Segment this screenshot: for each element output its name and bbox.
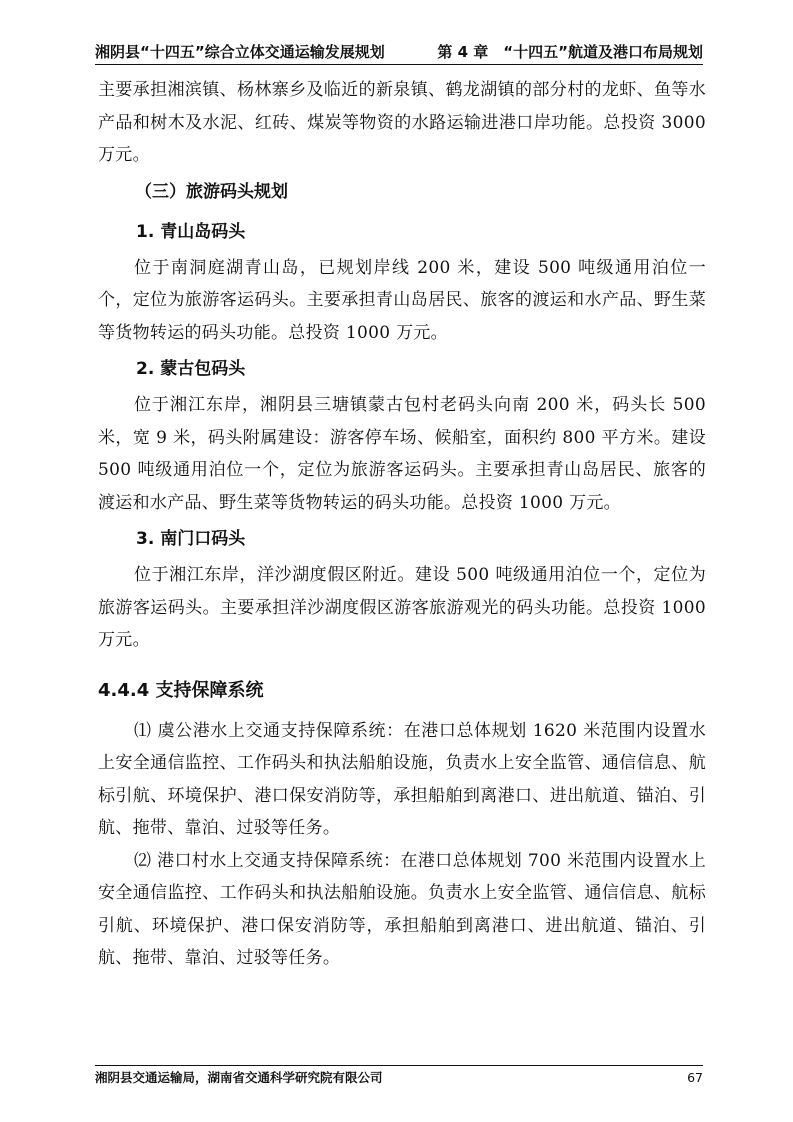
header-chapter-title: 第 4 章 “十四五”航道及港口布局规划 (437, 43, 703, 61)
footer-organizations: 湘阴县交通运输局，湖南省交通科学研究院有限公司 (95, 1070, 383, 1085)
tourism-wharf-heading: （三）旅游码头规划 (135, 181, 288, 202)
header-document-title: 湘阴县“十四五”综合立体交通运输发展规划 (95, 43, 385, 61)
page-number: 67 (687, 1070, 703, 1085)
menggubao-heading: 2. 蒙古包码头 (136, 359, 246, 379)
page-footer (95, 1065, 703, 1086)
menggubao-paragraph: 位于湘江东岸，湘阴县三塘镇蒙古包村老码头向南 200 米，码头长 500 米，宽 9 米，码头附属建设：游客停车场、候船室，面积约 800 平方米。建设 500 吨级通用泊位一个，定位为旅游客运码头。主要承担青山岛居民、旅客的渡运和水产品、野生菜等货物转运的码头功能。总投资 1000 万元。 (98, 395, 706, 513)
page-body (98, 74, 706, 975)
nanmenkou-heading: 3. 南门口码头 (136, 529, 246, 549)
intro-paragraph: 主要承担湘滨镇、杨林寨乡及临近的新泉镇、鹤龙湖镇的部分村的龙虾、鱼等水产品和树木及水泥、红砖、煤炭等物资的水路运输进港口岸功能。总投资 3000 万元。 (98, 80, 706, 165)
page-header (95, 40, 703, 65)
support-item-2: ⑵ 港口村水上交通支持保障系统：在港口总体规划 700 米范围内设置水上安全通信监控、工作码头和执法船舶设施。负责水上安全监管、通信信息、航标引航、环境保护、港口保安消防等，承担船舶到离港口、进出航道、锚泊、引航、拖带、靠泊、过驳等任务。 (98, 850, 706, 968)
qingshandao-heading: 1. 青山岛码头 (136, 221, 246, 242)
qingshandao-paragraph: 位于南洞庭湖青山岛，已规划岸线 200 米，建设 500 吨级通用泊位一个，定位为旅游客运码头。主要承担青山岛居民、旅客的渡运和水产品、野生菜等货物转运的码头功能。总投资 1000 万元。 (98, 257, 706, 343)
support-system-section-title: 4.4.4 支持保障系统 (98, 679, 264, 701)
nanmenkou-paragraph: 位于湘江东岸，洋沙湖度假区附近。建设 500 吨级通用泊位一个，定位为旅游客运码头。主要承担洋沙湖度假区游客旅游观光的码头功能。总投资 1000 万元。 (98, 565, 706, 650)
support-item-1: ⑴ 虞公港水上交通支持保障系统：在港口总体规划 1620 米范围内设置水上安全通信监控、工作码头和执法船舶设施，负责水上安全监管、通信信息、航标引航、环境保护、港口保安消防等，承担船舶到离港口、进出航道、锚泊、引航、拖带、靠泊、过驳等任务。 (98, 720, 706, 838)
